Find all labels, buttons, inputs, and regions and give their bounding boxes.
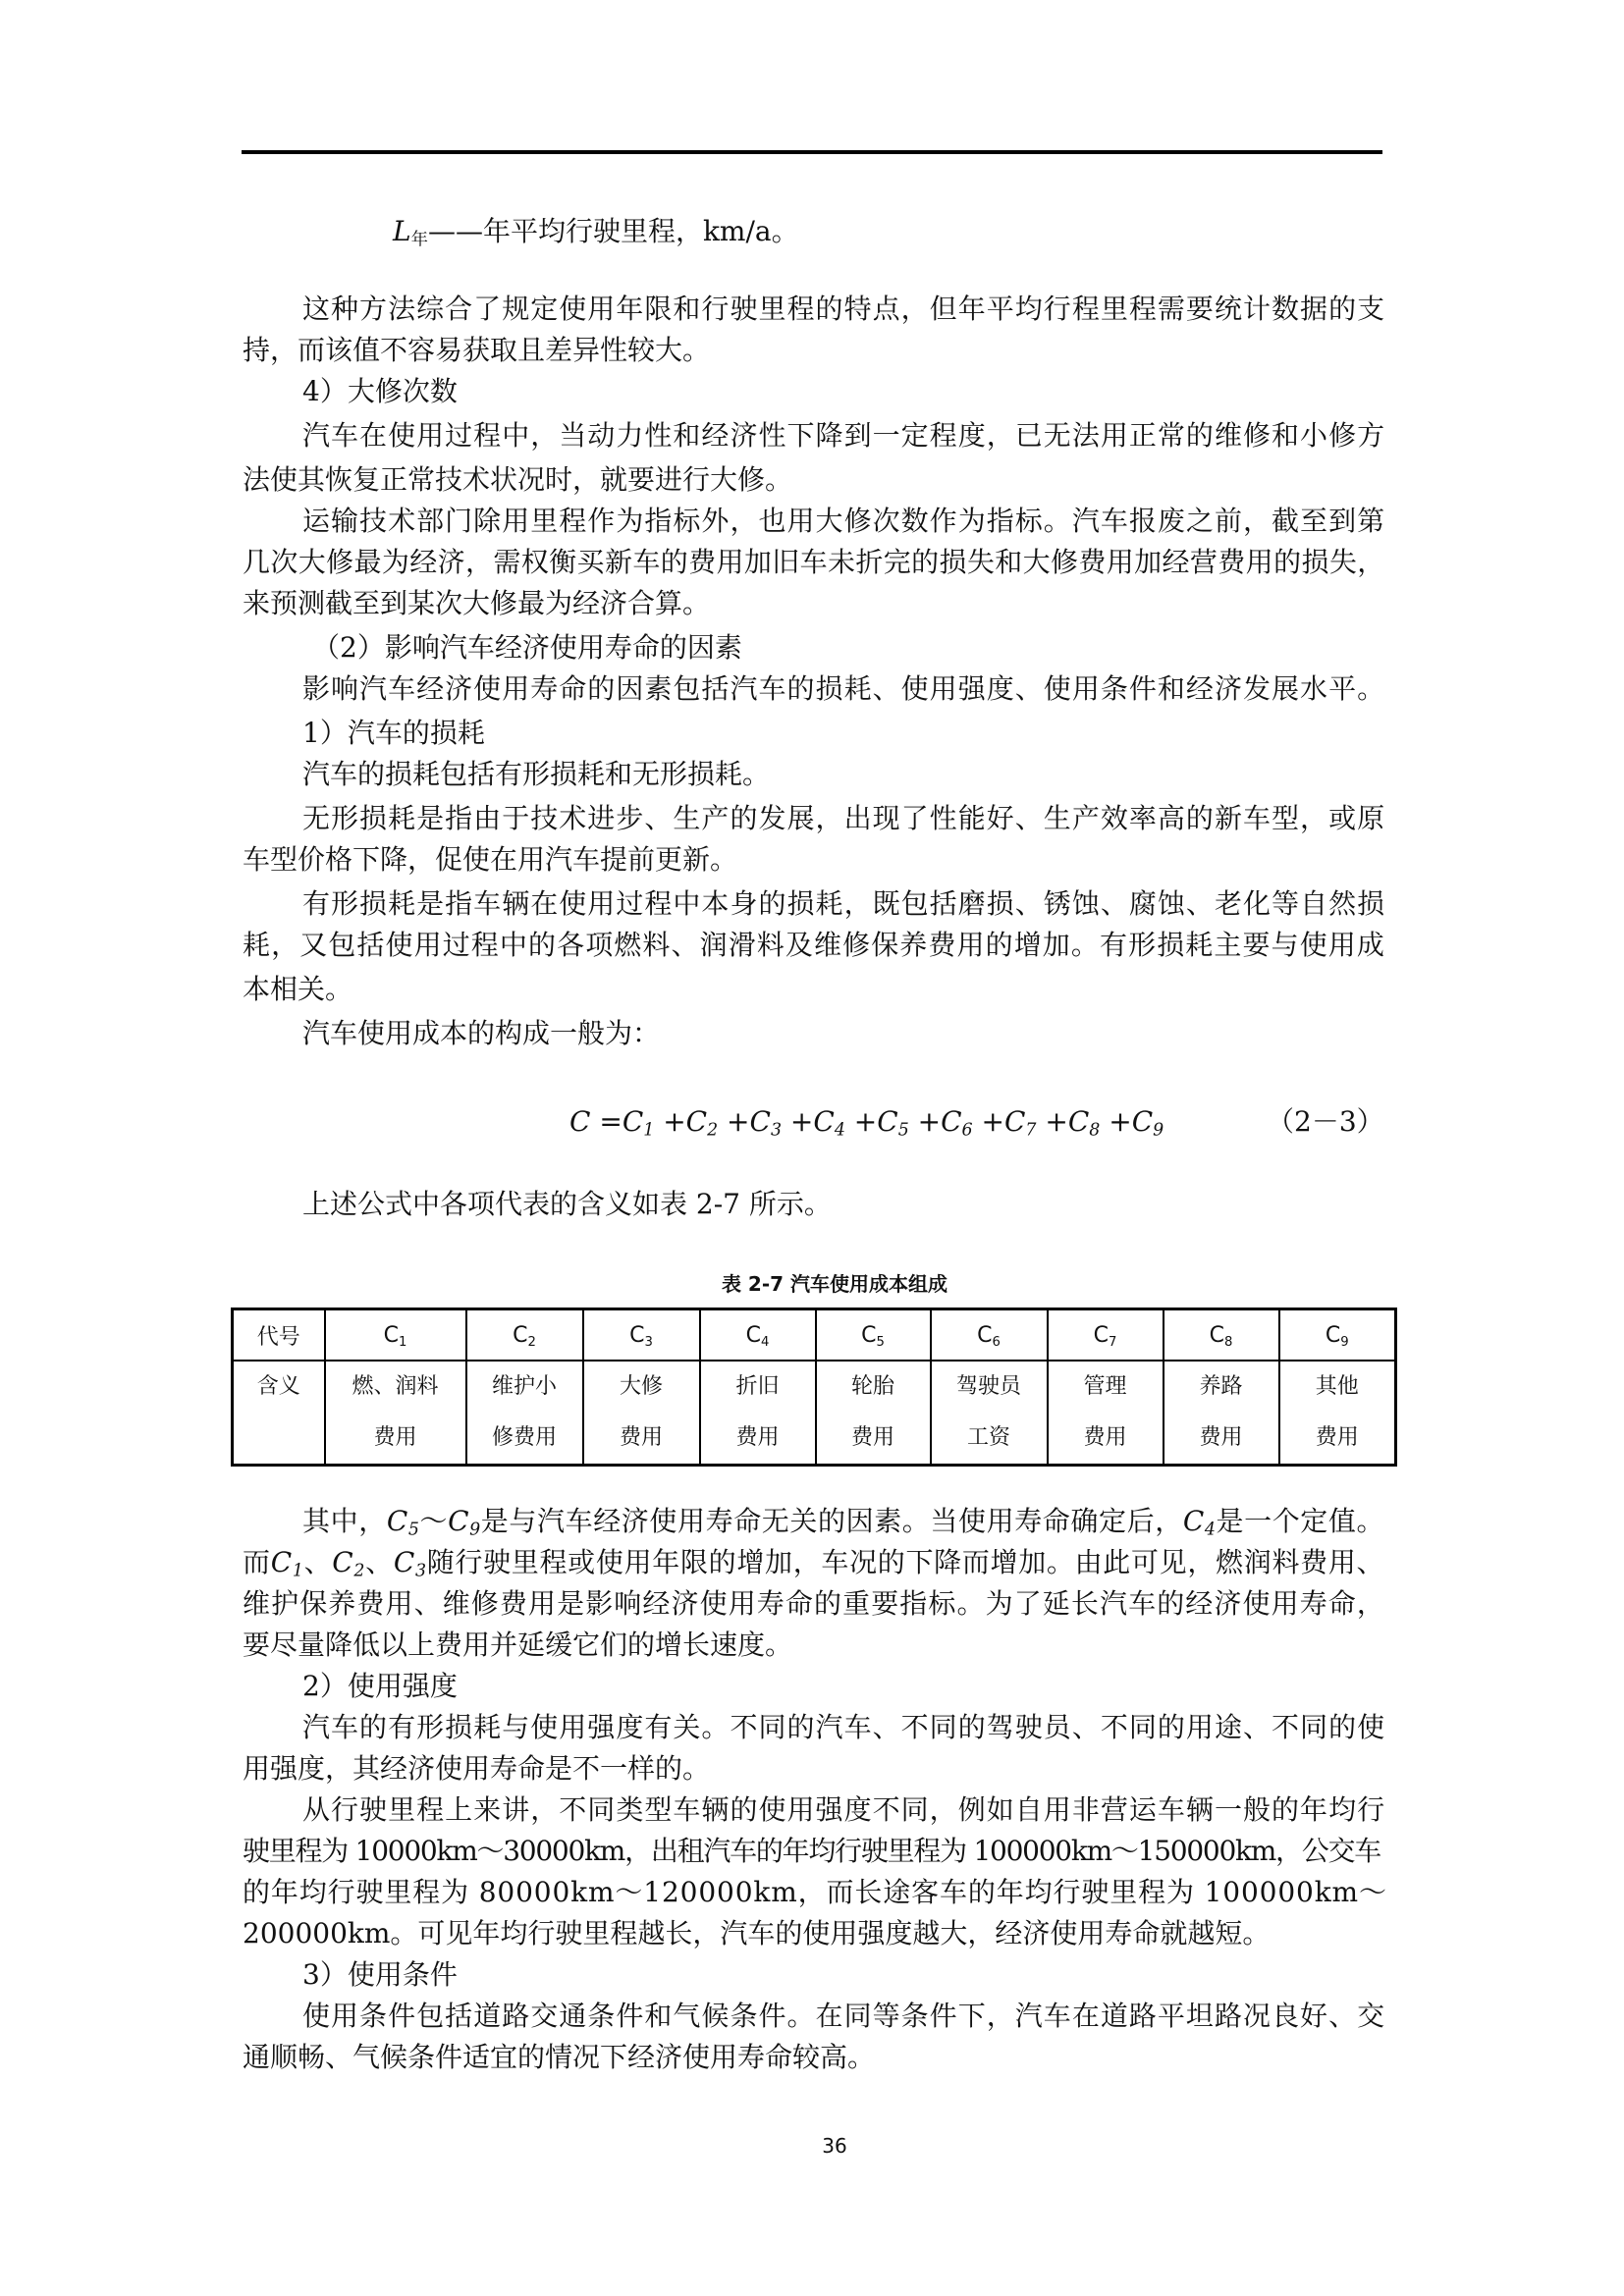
code-subscript: 9: [1340, 1334, 1349, 1350]
paragraph-line: 持，而该值不容易获取且差异性较大。: [243, 334, 711, 366]
row-header-code: 代号: [233, 1309, 325, 1362]
table-cell-code: [583, 1309, 700, 1362]
paragraph-line: 要尽量降低以上费用并延缓它们的增长速度。: [243, 1629, 793, 1661]
table-cell-code: [325, 1309, 466, 1362]
table-cell-code: [466, 1309, 583, 1362]
paragraph-line: 200000km。可见年均行驶里程越长，汽车的使用强度越大，经济使用寿命就越短。: [243, 1917, 1271, 1949]
code-letter: C: [513, 1322, 528, 1348]
subsection-heading: 4）大修次数: [302, 375, 458, 407]
paragraph-line: 的年均行驶里程为 80000km～120000km，而长途客车的年均行驶里程为 100000km～: [243, 1876, 1387, 1908]
cost-table: [231, 1308, 1397, 1467]
meaning-line: 费用: [735, 1425, 780, 1450]
equation-number: （2－3）: [1267, 1105, 1384, 1138]
table-cell-code: [1048, 1309, 1164, 1362]
meaning-line: 折旧: [735, 1374, 780, 1399]
paragraph-line: 维护保养费用、维修费用是影响经济使用寿命的重要指标。为了延长汽车的经济使用寿命，: [243, 1587, 1386, 1620]
formula-term: $C_9$: [1131, 1105, 1164, 1141]
text-span: 其中，: [302, 1505, 387, 1537]
plus-sign: +: [1100, 1105, 1132, 1138]
symbol-c4: $C_4$: [1182, 1505, 1217, 1540]
plus-sign: +: [782, 1105, 814, 1138]
code-subscript: 4: [760, 1334, 770, 1350]
plus-sign: +: [718, 1105, 750, 1138]
paragraph-line: 汽车使用成本的构成一般为：: [302, 1017, 661, 1049]
meaning-line: 费用: [1315, 1425, 1359, 1450]
meaning-line: 维护小: [491, 1374, 557, 1399]
paragraph-line: 耗，又包括使用过程中的各项燃料、润滑料及维修保养费用的增加。有形损耗主要与使用成: [243, 929, 1386, 961]
paragraph-line: 几次大修最为经济，需权衡买新车的费用加旧车未折完的损失和大修费用加经营费用的损失，: [243, 546, 1385, 578]
meaning-line: 费用: [1199, 1425, 1243, 1450]
symbol-c5: $C_5$: [386, 1505, 420, 1540]
paragraph-line: 使用条件包括道路交通条件和气候条件。在同等条件下，汽车在道路平坦路况良好、交: [302, 2000, 1386, 2032]
paragraph-line: 车型价格下降，促使在用汽车提前更新。: [243, 843, 738, 876]
symbol-c2: $C_2$: [332, 1546, 366, 1581]
table-cell-meaning: [466, 1361, 583, 1466]
table-cell-meaning: [1048, 1361, 1164, 1466]
paragraph-line: 影响汽车经济使用寿命的因素包括汽车的损耗、使用强度、使用条件和经济发展水平。: [302, 672, 1386, 705]
text-span: 是与汽车经济使用寿命无关的因素。当使用寿命确定后，: [480, 1505, 1183, 1537]
table-cell-code: [931, 1309, 1048, 1362]
meaning-line: 工资: [966, 1425, 1010, 1450]
formula-term: $C_2$: [685, 1105, 719, 1141]
meaning-line: 修费用: [491, 1425, 557, 1450]
formula-term: $C_3$: [749, 1105, 783, 1141]
text-span: 随行驶里程或使用年限的增加，车况的下降而增加。由此可见，燃润料费用、: [426, 1546, 1385, 1578]
formula-lhs: C: [569, 1105, 591, 1138]
table-reference: 上述公式中各项代表的含义如表 2-7 所示。: [302, 1188, 832, 1220]
table-cell-code: [816, 1309, 931, 1362]
paragraph-line: 运输技术部门除用里程作为指标外，也用大修次数作为指标。汽车报废之前，截至到第: [302, 505, 1386, 537]
meaning-line: 费用: [1083, 1425, 1127, 1450]
symbol-c9: $C_9$: [448, 1505, 481, 1540]
formula-term: $C_7$: [1003, 1105, 1037, 1141]
code-letter: C: [383, 1322, 399, 1348]
code-subscript: 1: [398, 1334, 407, 1350]
table-cell-meaning: [583, 1361, 700, 1466]
definition-subscript: 年: [410, 230, 428, 250]
formula-terms: [622, 1105, 1164, 1141]
symbol-c3: $C_3$: [393, 1546, 427, 1581]
code-letter: C: [1325, 1322, 1341, 1348]
table-cell-meaning: [816, 1361, 931, 1466]
code-subscript: 6: [992, 1334, 1001, 1350]
code-letter: C: [1093, 1322, 1109, 1348]
paragraph-line: 通顺畅、气候条件适宜的情况下经济使用寿命较高。: [243, 2041, 876, 2073]
table-row-meaning: [233, 1361, 1396, 1466]
code-letter: C: [977, 1322, 993, 1348]
code-subscript: 5: [876, 1334, 885, 1350]
page-number: 36: [822, 2134, 847, 2158]
meaning-line: 养路: [1199, 1374, 1243, 1399]
code-subscript: 3: [644, 1334, 653, 1350]
subsection-heading: 3）使用条件: [302, 1958, 458, 1991]
formula-term: $C_8$: [1067, 1105, 1101, 1141]
row-header-meaning: 含义: [233, 1361, 325, 1466]
code-subscript: 7: [1108, 1334, 1117, 1350]
code-letter: C: [745, 1322, 761, 1348]
paragraph-line: 这种方法综合了规定使用年限和行驶里程的特点，但年平均行程里程需要统计数据的支: [302, 293, 1386, 325]
table-cell-meaning: [700, 1361, 816, 1466]
code-subscript: 2: [527, 1334, 536, 1350]
text-span: 、: [303, 1546, 333, 1578]
paragraph-line: 用强度，其经济使用寿命是不一样的。: [243, 1752, 711, 1785]
plus-sign: +: [844, 1105, 878, 1138]
text-span: 是一个定值。: [1216, 1505, 1385, 1537]
header-rule: [242, 150, 1382, 154]
definition-line: [393, 214, 799, 249]
paragraph-line: [243, 1545, 1384, 1580]
text-span: 而: [243, 1546, 271, 1578]
definition-symbol: L: [393, 215, 411, 247]
table-row-code: [233, 1309, 1396, 1362]
table-cell-meaning: [325, 1361, 466, 1466]
text-span: ～: [419, 1505, 449, 1537]
plus-sign: +: [972, 1105, 1004, 1138]
meaning-line: 费用: [850, 1425, 894, 1450]
meaning-line: 大修: [619, 1374, 663, 1399]
table-cell-code: [700, 1309, 816, 1362]
table-cell-code: [1164, 1309, 1279, 1362]
meaning-line: 费用: [619, 1425, 663, 1450]
meaning-line: 管理: [1083, 1374, 1127, 1399]
code-letter: C: [1209, 1322, 1224, 1348]
subsection-heading: 1）汽车的损耗: [302, 717, 485, 749]
meaning-line: 其他: [1315, 1374, 1359, 1399]
formula-term: $C_6$: [941, 1105, 973, 1141]
formula-term: $C_1$: [622, 1105, 655, 1141]
formula-term: $C_5$: [877, 1105, 909, 1141]
cost-formula: $C =C_1 +C_2 +C_3 +C_4 +C_5 +C_6 +C_7 +C_8 +C_9$: [569, 1105, 1164, 1141]
paragraph-line: 法使其恢复正常技术状况时，就要进行大修。: [243, 463, 793, 496]
paragraph-line: 汽车在使用过程中，当动力性和经济性下降到一定程度，已无法用正常的维修和小修方: [302, 419, 1386, 452]
plus-sign: +: [654, 1105, 686, 1138]
table-cell-meaning: [1164, 1361, 1279, 1466]
meaning-line: 轮胎: [850, 1374, 894, 1399]
paragraph-line: 汽车的损耗包括有形损耗和无形损耗。: [302, 758, 771, 790]
code-subscript: 8: [1223, 1334, 1233, 1350]
code-letter: C: [861, 1322, 877, 1348]
code-letter: C: [629, 1322, 645, 1348]
plus-sign: +: [1036, 1105, 1068, 1138]
paragraph-line: 从行驶里程上来讲，不同类型车辆的使用强度不同，例如自用非营运车辆一般的年均行: [302, 1793, 1386, 1826]
paragraph-line: 有形损耗是指车辆在使用过程中本身的损耗，既包括磨损、锈蚀、腐蚀、老化等自然损: [302, 887, 1386, 920]
paragraph-line: 来预测截至到某次大修最为经济合算。: [243, 587, 711, 619]
table-caption: 表 2-7 汽车使用成本组成: [721, 1272, 948, 1296]
meaning-line: 驾驶员: [955, 1374, 1021, 1399]
meaning-line: 费用: [373, 1425, 417, 1450]
table-cell-meaning: [1279, 1361, 1396, 1466]
paragraph-line: 无形损耗是指由于技术进步、生产的发展，出现了性能好、生产效率高的新车型，或原: [302, 802, 1386, 834]
table-cell-meaning: [931, 1361, 1048, 1466]
paragraph-line: 汽车的有形损耗与使用强度有关。不同的汽车、不同的驾驶员、不同的用途、不同的使: [302, 1711, 1386, 1743]
symbol-c1: $C_1$: [270, 1546, 304, 1581]
table-cell-code: [1279, 1309, 1396, 1362]
paragraph-line: 驶里程为 10000km～30000km，出租汽车的年均行驶里程为 100000km～150000km，公交车: [243, 1835, 1381, 1867]
paragraph-line: [302, 1504, 1384, 1539]
text-span: 、: [365, 1546, 394, 1578]
section-heading: （2）影响汽车经济使用寿命的因素: [312, 631, 742, 664]
formula-term: $C_4$: [813, 1105, 845, 1141]
plus-sign: +: [908, 1105, 942, 1138]
meaning-line: 燃、润料: [352, 1374, 439, 1399]
subsection-heading: 2）使用强度: [302, 1670, 458, 1702]
definition-text: ——年平均行驶里程，km/a。: [427, 215, 799, 247]
paragraph-line: 本相关。: [243, 973, 353, 1005]
